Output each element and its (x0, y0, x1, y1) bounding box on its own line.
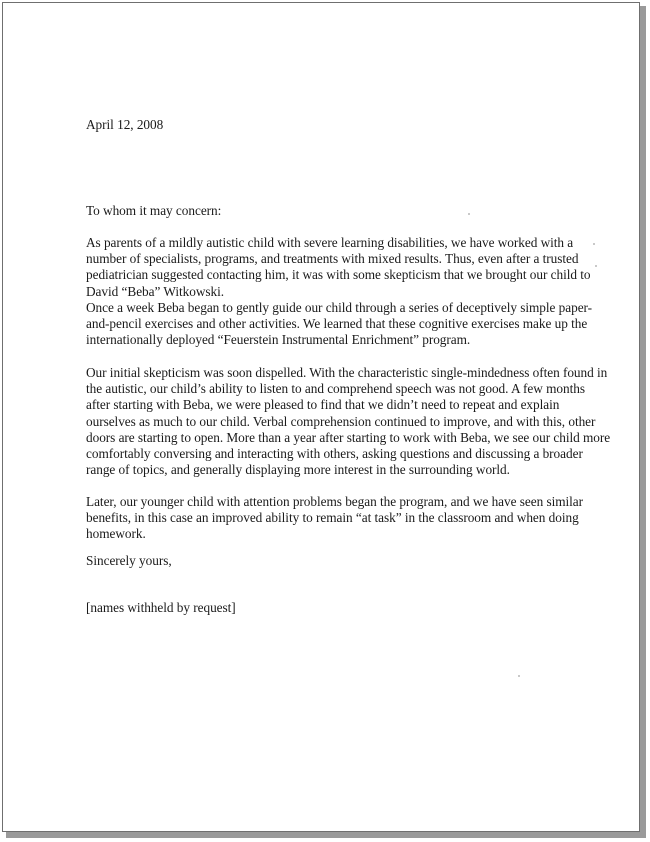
letter-paragraph-1: As parents of a mildly autistic child with severe learning disabilities, we have worked with a number of specialists, programs, and treatments with mixed results. Thus, even after a trusted pediatrician suggested contacting him, it was with some skepticism that we brought our child to David “Beba” Witkowski. (86, 235, 591, 299)
letter-paragraph-2: Once a week Beba began to gently guide our child through a series of deceptively simple paper-and-pencil exercises and other activities. We learned that these cognitive exercises make up the internationally deployed “Feuerstein Instrumental Enrichment” program. (86, 300, 593, 348)
letter-paragraph-3: Our initial skepticism was soon dispelled. With the characteristic single-mindedness often found in the autistic, our child’s ability to listen to and comprehend speech was not good. A few months after starting with Beba, we were pleased to find that we didn’t need to repeat and explain ourselves as much to our child. Verbal comprehension continued to improve, and with this, other doors are starting to open. More than a year after starting to work with Beba, we see our child more comfortably conversing and interacting with others, asking questions and discussing a broader range of topics, and generally displaying more interest in the surrounding world. (86, 365, 611, 478)
letter-date: April 12, 2008 (86, 117, 164, 132)
scan-speck (518, 675, 520, 677)
letter-signature: [names withheld by request] (86, 600, 236, 615)
letter-paragraph-4: Later, our younger child with attention problems began the program, and we have seen similar benefits, in this case an improved ability to remain “at task” in the classroom and when doing homework. (86, 494, 584, 542)
letter-salutation: To whom it may concern: (86, 203, 222, 218)
letter-closing: Sincerely yours, (86, 553, 172, 568)
